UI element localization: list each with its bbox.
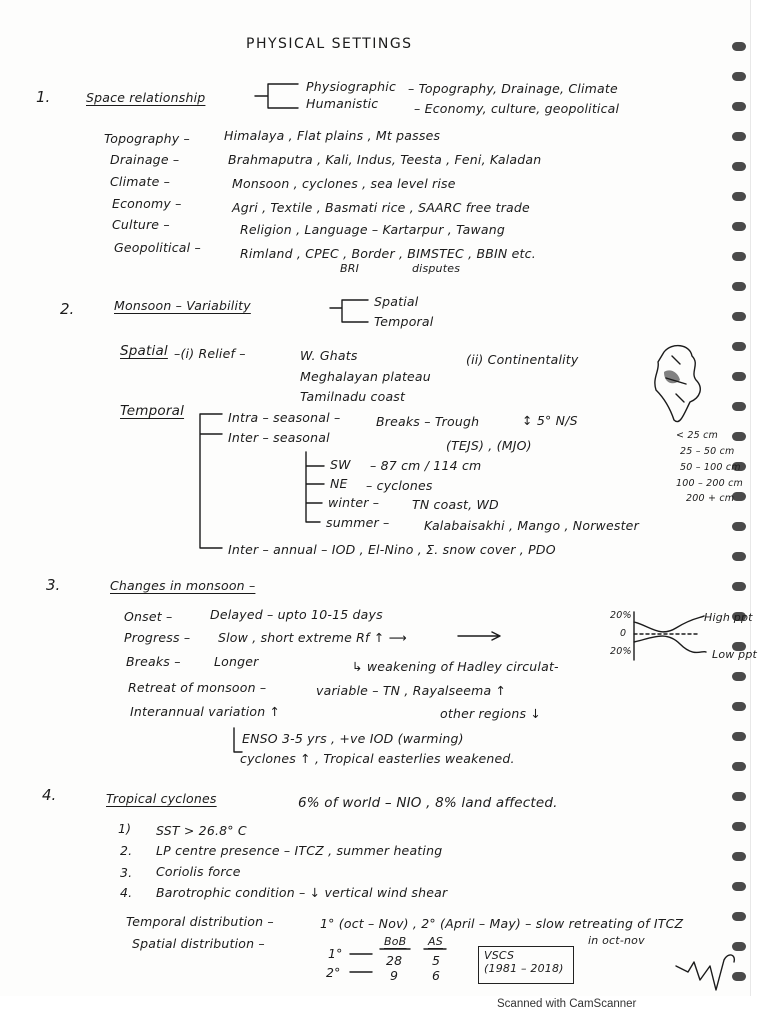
graph-low-label: Low ppt — [712, 648, 758, 661]
humanistic-label: Humanistic — [306, 96, 379, 111]
relief-item: Meghalayan plateau — [300, 369, 431, 384]
rainfall-legend-item: < 25 cm — [676, 430, 718, 441]
spatial-heading: Spatial — [120, 343, 168, 359]
topography-key: Topography – — [104, 131, 190, 146]
continentality-label: (ii) Continentality — [466, 352, 579, 367]
factor-text: Coriolis force — [156, 864, 241, 879]
climate-key: Climate – — [110, 174, 171, 189]
cyclones-note: cyclones ↑ , Tropical easterlies weakened. — [240, 751, 515, 766]
graph-zero-label: 0 — [620, 628, 627, 639]
bri-note: BRI — [340, 262, 360, 275]
progress-key: Progress – — [124, 630, 191, 645]
retreat-key: Retreat of monsoon – — [128, 680, 267, 695]
disputes-note: disputes — [412, 262, 461, 275]
onset-value: Delayed – upto 10-15 days — [210, 607, 383, 622]
season-value: Kalabaisakhi , Mango , Norwester — [424, 518, 639, 533]
relief-item: Tamilnadu coast — [300, 389, 406, 404]
intra-seasonal-value: Breaks – Trough — [376, 414, 480, 429]
page-title: PHYSICAL SETTINGS — [246, 36, 413, 52]
rainfall-legend-item: 50 – 100 cm — [680, 462, 741, 473]
onset-key: Onset – — [124, 609, 173, 624]
table-header-as: AS — [428, 935, 443, 948]
progress-value: Slow , short extreme Rf ↑ ⟶ — [218, 630, 407, 645]
section-3-heading: Changes in monsoon – — [110, 578, 256, 593]
section-4-number: 4. — [42, 786, 57, 804]
table-cell: 9 — [390, 968, 399, 983]
geopolitical-value: Rimland , CPEC , Border , BIMSTEC , BBIN etc. — [240, 246, 536, 261]
rainfall-legend-item: 200 + cm — [686, 493, 735, 504]
season-value: TN coast, WD — [412, 497, 499, 512]
interannual-value: other regions ↓ — [440, 706, 542, 721]
physiographic-label: Physiographic — [306, 79, 397, 94]
drainage-key: Drainage – — [110, 152, 180, 167]
topography-value: Himalaya , Flat plains , Mt passes — [224, 128, 441, 143]
spatial-distribution-key: Spatial distribution – — [132, 936, 265, 951]
intra-seasonal-label: Intra – seasonal – — [228, 410, 341, 425]
vscs-box — [478, 946, 574, 984]
temporal-distribution-value: 1° (oct – Nov) , 2° (April – May) – slow retreating of ITCZ — [320, 916, 684, 931]
rainfall-legend-item: 100 – 200 cm — [676, 478, 743, 489]
section-2-heading: Monsoon – Variability — [114, 298, 251, 313]
graph-top-label: 20% — [610, 610, 632, 621]
graph-high-label: High ppt — [704, 611, 753, 624]
section-4-heading: Tropical cyclones — [106, 791, 217, 806]
culture-key: Culture – — [112, 217, 170, 232]
factor-number: 2. — [120, 843, 133, 858]
section-3-number: 3. — [46, 576, 61, 594]
season-key: summer – — [326, 515, 390, 530]
economy-value: Agri , Textile , Basmati rice , SAARC free trade — [232, 200, 530, 215]
itcz-note: in oct-nov — [588, 934, 645, 947]
section-1-heading: Space relationship — [86, 90, 206, 105]
factor-number: 3. — [120, 865, 133, 880]
enso-note: ENSO 3-5 yrs , +ve IOD (warming) — [242, 731, 464, 746]
season-value: – cyclones — [366, 478, 433, 493]
section-2-number: 2. — [60, 300, 75, 318]
table-row-label: 2° — [326, 965, 341, 980]
factor-text: SST > 26.8° C — [156, 823, 247, 838]
vscs-years: (1981 – 2018) — [484, 962, 564, 975]
factor-text: LP centre presence – ITCZ , summer heating — [156, 843, 443, 858]
vscs-label: VSCS — [484, 949, 515, 962]
tejs-mjo: (TEJS) , (MJO) — [446, 438, 532, 453]
season-key: winter – — [328, 495, 380, 510]
spatial-option: Spatial — [374, 294, 419, 309]
physiographic-items: – Topography, Drainage, Climate — [408, 81, 618, 96]
table-header-bob: BoB — [384, 935, 407, 948]
temporal-heading: Temporal — [120, 403, 185, 419]
season-value: – 87 cm / 114 cm — [370, 458, 482, 473]
geopolitical-key: Geopolitical – — [114, 240, 201, 255]
relief-item: W. Ghats — [300, 348, 358, 363]
inter-annual-line: Inter – annual – IOD , El-Nino , Σ. snow cover , PDO — [228, 542, 556, 557]
breaks-key: Breaks – — [126, 654, 181, 669]
economy-key: Economy – — [112, 196, 182, 211]
section-1-number: 1. — [36, 88, 51, 106]
graph-bottom-label: 20% — [610, 646, 632, 657]
culture-value: Religion , Language – Kartarpur , Tawang — [240, 222, 505, 237]
season-key: SW — [330, 457, 351, 472]
breaks-value: Longer — [214, 654, 259, 669]
rainfall-legend-item: 25 – 50 cm — [680, 446, 735, 457]
scanner-watermark: Scanned with CamScanner — [497, 998, 637, 1010]
cyclone-share: 6% of world – NIO , 8% land affected. — [298, 795, 558, 811]
factor-text: Barotrophic condition – ↓ vertical wind shear — [156, 885, 448, 900]
retreat-value: variable – TN , Rayalseema ↑ — [316, 683, 507, 698]
table-cell: 5 — [432, 953, 441, 968]
hadley-note: ↳ weakening of Hadley circulat- — [352, 659, 559, 674]
factor-number: 4. — [120, 885, 133, 900]
table-cell: 6 — [432, 968, 441, 983]
drainage-value: Brahmaputra , Kali, Indus, Teesta , Feni, Kaladan — [228, 152, 542, 167]
humanistic-items: – Economy, culture, geopolitical — [414, 101, 620, 116]
relief-label: –(i) Relief – — [174, 346, 246, 361]
table-row-label: 1° — [328, 946, 343, 961]
factor-number: 1) — [118, 821, 132, 836]
interannual-key: Interannual variation ↑ — [130, 704, 281, 719]
trough-shift: ↕ 5° N/S — [522, 413, 578, 428]
inter-seasonal-label: Inter – seasonal — [228, 430, 330, 445]
season-key: NE — [330, 476, 348, 491]
temporal-distribution-key: Temporal distribution – — [126, 914, 274, 929]
table-cell: 28 — [386, 953, 403, 968]
climate-value: Monsoon , cyclones , sea level rise — [232, 176, 456, 191]
temporal-option: Temporal — [374, 314, 434, 329]
